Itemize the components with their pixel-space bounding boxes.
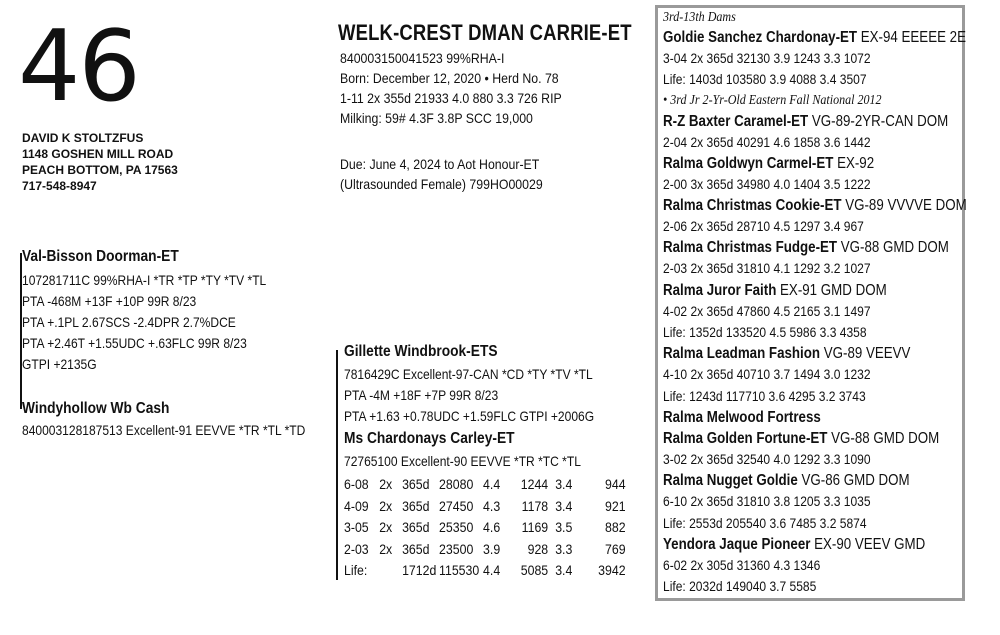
ancestor-dam-name-text: Ralma Melwood Fortress	[663, 408, 821, 426]
ancestor-dam-note: • 3rd Jr 2-Yr-Old Eastern Fall National 2012	[663, 92, 882, 108]
ancestor-dam-record: Life: 1403d 103580 3.9 4088 3.4 3507	[663, 71, 867, 88]
dam-record-pp: 3.3	[555, 540, 573, 557]
ancestor-dam-name	[663, 470, 947, 491]
ancestor-dam-name-text: Ralma Christmas Fudge-ET	[663, 239, 838, 257]
dam-record-pro: 921	[605, 497, 626, 514]
ancestor-dam-name-text: Yendora Jaque Pioneer	[663, 535, 811, 553]
dam-record-pro: 882	[605, 519, 626, 535]
sire-name: Val-Bisson Doorman-ET	[22, 248, 179, 265]
ancestor-dam-record: 6-10 2x 365d 31810 3.8 1205 3.3 1035	[663, 493, 871, 510]
dam-record-row	[344, 474, 626, 496]
dam-record-x: 2x	[379, 519, 393, 535]
dam-record-fat: 928	[527, 540, 549, 557]
dam-record-fp: 4.6	[483, 519, 501, 535]
dam-record-fat: 1178	[521, 497, 549, 514]
dam-record-x: 2x	[379, 540, 393, 557]
ancestor-dam-classification: EX-94 EEEEE 2E	[857, 29, 966, 46]
ancestor-dam-record: Life: 2553d 205540 3.6 7485 3.2 5874	[663, 514, 867, 531]
dam-record-row	[344, 517, 626, 539]
consignor-block	[22, 130, 242, 194]
dams-sire-line: 7816429C Excellent-97-CAN *CD *TY *TV *TL	[344, 366, 593, 382]
dam-name: Ms Chardonays Carley-ET	[344, 430, 515, 447]
dam-record-days: 1712d	[402, 562, 437, 578]
consignor-address-line2: PEACH BOTTOM, PA 17563	[22, 163, 178, 177]
dam-record-days: 365d	[402, 540, 430, 557]
dam-record-milk: 28080	[439, 476, 474, 492]
ancestor-dam-classification: EX-91 GMD DOM	[776, 281, 887, 299]
ancestor-dam-name	[663, 195, 967, 216]
ancestor-dam-name-text: R-Z Baxter Caramel-ET	[663, 112, 809, 130]
dam-record-age: 4-09	[344, 497, 369, 514]
dam-record-age: Life:	[344, 562, 368, 578]
ancestor-dam-name	[663, 534, 947, 555]
dam-record-milk: 27450	[439, 497, 474, 514]
ancestor-dam-name	[663, 153, 947, 174]
ancestor-dam-classification: VG-88 GMD DOM	[827, 429, 940, 447]
dam-record-pro: 769	[605, 540, 626, 557]
consignor-name: DAVID K STOLTZFUS	[22, 131, 144, 145]
dam-record-fat: 1169	[521, 519, 549, 535]
ancestor-dam-classification: EX-90 VEEV GMD	[810, 535, 926, 553]
ancestor-dam-classification: VG-88 GMD DOM	[837, 239, 949, 257]
ancestor-dam-name	[663, 27, 966, 48]
dam-record-age: 3-05	[344, 519, 369, 535]
lot-number: 46	[18, 10, 139, 124]
ancestor-dam-record: 3-02 2x 365d 32540 4.0 1292 3.3 1090	[663, 450, 871, 467]
dam-record-milk: 115530	[439, 562, 480, 578]
due-info	[340, 154, 543, 194]
dam-record-pp: 3.4	[555, 562, 573, 578]
dams-sire-name: Gillette Windbrook-ETS	[344, 343, 498, 360]
dam-record-row	[344, 496, 626, 518]
dam-registration: 72765100 Excellent-90 EEVVE *TR *TC *TL	[344, 453, 581, 469]
ancestor-dam-name-text: Ralma Christmas Cookie-ET	[663, 197, 842, 215]
dam-record-pp: 3.4	[555, 497, 573, 514]
sire-line: PTA +2.46T +1.55UDC +.63FLC 99R 8/23	[22, 335, 247, 351]
dam-record-pro: 944	[605, 476, 626, 492]
dam-records-table	[344, 474, 626, 582]
ancestor-dam-name-text: Ralma Juror Faith	[663, 281, 777, 299]
ancestor-dam-name	[663, 428, 947, 449]
animal-ultrasound: (Ultrasounded Female) 799HO00029	[340, 176, 543, 192]
ancestor-dam-record: 4-02 2x 365d 47860 4.5 2165 3.1 1497	[663, 302, 871, 319]
animal-registration: 840003150041523 99%RHA-I	[340, 50, 505, 66]
ancestor-dam-name-text: Ralma Golden Fortune-ET	[663, 429, 828, 447]
ancestor-dam-record: 4-10 2x 365d 40710 3.7 1494 3.0 1232	[663, 366, 871, 383]
dams-panel	[663, 9, 967, 597]
animal-name: WELK-CREST DMAN CARRIE-ET	[338, 20, 632, 45]
dams-sire-line: PTA -4M +18F +7P 99R 8/23	[344, 387, 499, 403]
ancestor-dam-classification: VG-89 VEEVV	[820, 345, 911, 363]
dam-record-pro: 3942	[598, 562, 626, 578]
ancestor-dam-name-text: Goldie Sanchez Chardonay-ET	[663, 29, 858, 46]
dam-record-fat: 1244	[520, 476, 549, 492]
ancestor-dam-name-text: Ralma Nugget Goldie	[663, 472, 798, 490]
animal-info	[340, 48, 562, 128]
dam-record-x: 2x	[379, 476, 393, 492]
dam-record-pp: 3.4	[555, 476, 573, 492]
dam-record-row	[344, 560, 626, 582]
dam-record-age: 2-03	[344, 540, 369, 557]
dams-sire-line: PTA +1.63 +0.78UDC +1.59FLC GTPI +2006G	[344, 408, 595, 424]
sires-dam-info: 840003128187513 Excellent-91 EEVVE *TR *TL *TD	[22, 422, 306, 438]
ancestor-dam-name	[663, 111, 947, 132]
sire-line: PTA +.1PL 2.67SCS -2.4DPR 2.7%DCE	[22, 314, 236, 330]
dam-record-row	[344, 539, 626, 561]
ancestor-dam-record: Life: 1352d 133520 4.5 5986 3.3 4358	[663, 324, 867, 341]
dam-record-milk: 25350	[439, 519, 474, 535]
animal-born: Born: December 12, 2020 • Herd No. 78	[340, 70, 559, 86]
dam-record-x: 2x	[379, 497, 393, 514]
ancestor-dam-record: 2-03 2x 365d 31810 4.1 1292 3.2 1027	[663, 260, 871, 277]
ancestor-dam-name	[663, 237, 947, 258]
dams-sire-info	[344, 364, 594, 427]
dam-record-milk: 23500	[439, 540, 474, 557]
animal-due: Due: June 4, 2024 to Aot Honour-ET	[340, 156, 540, 172]
ancestor-dam-classification: VG-89-2YR-CAN DOM	[808, 112, 949, 130]
animal-milking: Milking: 59# 4.3F 3.8P SCC 19,000	[340, 110, 533, 126]
ancestor-dam-record: 6-02 2x 305d 31360 4.3 1346	[663, 556, 821, 573]
consignor-address-line1: 1148 GOSHEN MILL ROAD	[22, 147, 174, 161]
dam-record-days: 365d	[402, 497, 430, 514]
dam-record-days: 365d	[402, 519, 430, 535]
ancestor-dam-record: 3-04 2x 365d 32130 3.9 1243 3.3 1072	[663, 50, 871, 66]
animal-record: 1-11 2x 355d 21933 4.0 880 3.3 726 RIP	[340, 90, 562, 106]
ancestor-dam-classification: EX-92	[833, 154, 875, 172]
dam-record-days: 365d	[402, 476, 430, 492]
dams-panel-header: 3rd-13th Dams	[663, 10, 736, 25]
ancestor-dam-classification: VG-89 VVVVE DOM	[841, 197, 967, 215]
sire-line: GTPI +2135G	[22, 356, 97, 372]
dam-record-fp: 3.9	[483, 540, 501, 557]
dam-record-pp: 3.5	[555, 519, 573, 535]
dam-record-fat: 5085	[520, 562, 549, 578]
ancestor-dam-name	[663, 407, 947, 428]
ancestor-dam-record: 2-00 3x 365d 34980 4.0 1404 3.5 1222	[663, 175, 871, 192]
dam-record-x	[379, 560, 402, 582]
ancestor-dam-record: 2-06 2x 365d 28710 4.5 1297 3.4 967	[663, 218, 864, 235]
ancestor-dam-record: 2-04 2x 365d 40291 4.6 1858 3.6 1442	[663, 133, 871, 150]
ancestor-dam-record: Life: 1243d 117710 3.6 4295 3.2 3743	[663, 387, 866, 404]
ancestor-dam-name	[663, 343, 947, 364]
dam-record-fp: 4.4	[483, 476, 501, 492]
sires-dam-name: Windyhollow Wb Cash	[22, 400, 170, 417]
ancestor-dam-name-text: Ralma Goldwyn Carmel-ET	[663, 154, 834, 172]
dam-record-fp: 4.4	[483, 562, 501, 578]
sire-line: 107281711C 99%RHA-I *TR *TP *TY *TV *TL	[22, 272, 267, 288]
dam-record-fp: 4.3	[483, 497, 501, 514]
ancestor-dam-record: Life: 2032d 149040 3.7 5585	[663, 578, 817, 595]
dam-record-age: 6-08	[344, 476, 369, 492]
ancestor-dam-name	[663, 280, 947, 301]
dam-bracket-line	[336, 350, 338, 580]
sire-info	[22, 270, 266, 375]
ancestor-dam-classification: VG-86 GMD DOM	[797, 472, 910, 490]
consignor-phone: 717-548-8947	[22, 179, 97, 193]
ancestor-dam-name-text: Ralma Leadman Fashion	[663, 345, 821, 363]
sire-line: PTA -468M +13F +10P 99R 8/23	[22, 293, 197, 309]
